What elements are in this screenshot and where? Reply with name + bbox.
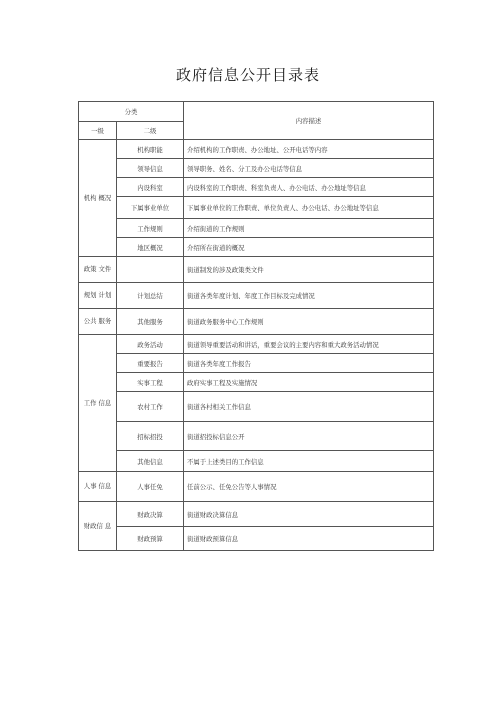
group-cell: 人事 信息 <box>79 472 117 502</box>
table-row <box>79 197 434 219</box>
description-cell: 介绍机构的工作职责、办公地址、公开电话等内容 <box>184 140 434 159</box>
subcategory-cell: 重要报告 <box>117 354 184 373</box>
table-row <box>79 335 434 354</box>
subcategory-cell: 人事任免 <box>117 472 184 502</box>
header-level1: 一级 <box>79 122 117 140</box>
group-cell: 财政信 息 <box>79 502 117 551</box>
table-row <box>79 422 434 451</box>
description-cell: 街道招投标信息公开 <box>184 422 434 451</box>
subcategory-cell: 计划总结 <box>117 283 184 309</box>
group-cell: 工作 信息 <box>79 335 117 472</box>
table-row <box>79 451 434 472</box>
table-row <box>79 354 434 373</box>
table-row <box>79 309 434 335</box>
subcategory-cell: 其他服务 <box>117 309 184 335</box>
group-cell: 公共 服务 <box>79 309 117 335</box>
header-row <box>79 102 434 122</box>
subcategory-cell: 地区概况 <box>117 238 184 257</box>
subcategory-cell: 领导信息 <box>117 159 184 178</box>
table-row <box>79 140 434 159</box>
header-category: 分类 <box>79 102 184 122</box>
description-cell: 介绍所在街道的概况 <box>184 238 434 257</box>
group-cell: 机构 概况 <box>79 140 117 257</box>
header-description: 内容描述 <box>184 102 434 140</box>
group-cell: 政策 文件 <box>79 257 117 283</box>
description-cell: 街道领导重要活动和讲话，重要会议的主要内容和重大政务活动情况 <box>184 335 434 354</box>
subcategory-cell: 内设科室 <box>117 178 184 197</box>
subcategory-cell: 财政决算 <box>117 502 184 527</box>
description-cell: 下属事业单位的工作职责、单位负责人、办公电话、办公地址等信息 <box>184 197 434 219</box>
subcategory-cell: 招标招投 <box>117 422 184 451</box>
subcategory-cell: 其他信息 <box>117 451 184 472</box>
table-row <box>79 527 434 551</box>
table-row <box>79 178 434 197</box>
description-cell: 内设科室的工作职责、科室负责人、办公电话、办公地址等信息 <box>184 178 434 197</box>
description-cell: 街道各类年度工作报告 <box>184 354 434 373</box>
description-cell: 街道财政决算信息 <box>184 502 434 527</box>
subcategory-cell: 机构职能 <box>117 140 184 159</box>
table-row <box>79 257 434 283</box>
description-cell: 领导职务、姓名、分工及办公电话等信息 <box>184 159 434 178</box>
subcategory-cell: 实事工程 <box>117 373 184 392</box>
description-cell: 政府实事工程及实施情况 <box>184 373 434 392</box>
description-cell: 街道制发的涉及政策类文件 <box>184 257 434 283</box>
directory-table <box>78 101 434 551</box>
description-cell: 街道各村相关工作信息 <box>184 392 434 422</box>
table-row <box>79 392 434 422</box>
description-cell: 任前公示、任免公告等人事情况 <box>184 472 434 502</box>
subcategory-cell: 政务活动 <box>117 335 184 354</box>
page-title: 政府信息公开目录表 <box>175 66 320 84</box>
table-row <box>79 238 434 257</box>
description-cell: 街道政务服务中心工作规则 <box>184 309 434 335</box>
header-level2: 二级 <box>117 122 184 140</box>
subcategory-cell: 下属事业单位 <box>117 197 184 219</box>
description-cell: 街道财政预算信息 <box>184 527 434 551</box>
group-cell: 规划 计划 <box>79 283 117 309</box>
description-cell: 不属于上述类目的工作信息 <box>184 451 434 472</box>
subcategory-cell: 农村工作 <box>117 392 184 422</box>
subcategory-cell: 财政预算 <box>117 527 184 551</box>
table-row <box>79 159 434 178</box>
table-row <box>79 219 434 238</box>
table-row <box>79 283 434 309</box>
table-row <box>79 472 434 502</box>
table-row <box>79 502 434 527</box>
table-row <box>79 373 434 392</box>
subcategory-cell <box>117 257 184 283</box>
subcategory-cell: 工作规则 <box>117 219 184 238</box>
description-cell: 街道各类年度计划、年度工作目标及完成情况 <box>184 283 434 309</box>
description-cell: 介绍街道的工作规则 <box>184 219 434 238</box>
